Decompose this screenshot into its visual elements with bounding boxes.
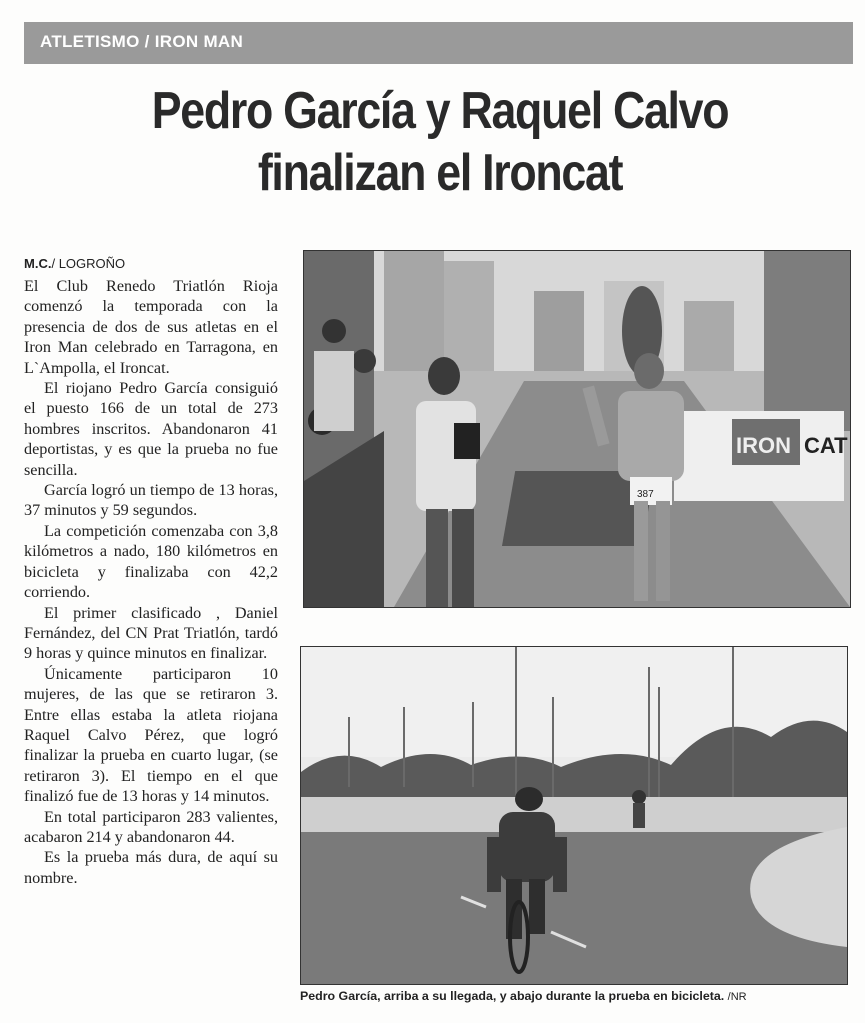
banner-text-right: CAT xyxy=(804,433,848,458)
paragraph: El riojano Pedro García consiguió el puesto 166 de un total de 273 hombres inscritos. Abandonaron 41 deportistas, y es que la prueba no fue sencilla. xyxy=(24,379,278,479)
runner-bib-number: 387 xyxy=(637,489,654,500)
paragraph: Únicamente participaron 10 mujeres, de las que se retiraron 3. Entre ellas estaba la atleta riojana Raquel Calvo Pérez, que logró finalizar la prueba en cuarto lugar, (se retiraron 3). El tiempo en el que finalizó fue de 13 horas y 14 minutos. xyxy=(24,664,278,806)
paragraph: En total participaron 283 valientes, acabaron 214 y abandonaron 44. xyxy=(24,807,278,846)
photo-finish-line xyxy=(303,250,851,608)
paragraph: Es la prueba más dura, de aquí su nombre. xyxy=(24,848,278,887)
byline-separator: / xyxy=(51,256,56,271)
paragraph: La competición comenzaba con 3,8 kilómetros a nado, 180 kilómetros en bicicleta y finalizaba con 42,2 corriendo. xyxy=(24,521,278,602)
byline-place: LOGROÑO xyxy=(58,256,126,271)
photo-cyclist xyxy=(300,646,848,985)
photo-cyclist-illustration xyxy=(301,647,847,984)
caption-credit: /NR xyxy=(727,991,747,1003)
photo-finish-illustration xyxy=(304,251,850,607)
article-body xyxy=(24,276,278,888)
section-label: ATLETISMO / IRON MAN xyxy=(40,32,244,51)
byline xyxy=(24,256,125,271)
section-bar xyxy=(24,22,853,64)
paragraph: García logró un tiempo de 13 horas, 37 minutos y 59 segundos. xyxy=(24,481,278,520)
banner-text-left: IRON xyxy=(736,433,791,458)
paragraph: El Club Renedo Triatlón Rioja comenzó la temporada con la presencia de dos de sus atletas en el Iron Man celebrado en Tarragona, en L`Ampolla, el Ironcat. xyxy=(24,277,278,377)
photo-caption xyxy=(300,989,855,1003)
caption-text: Pedro García, arriba a su llegada, y abajo durante la prueba en bicicleta. xyxy=(300,989,725,1003)
headline-line-2: finalizan el Ironcat xyxy=(257,144,623,202)
paragraph: El primer clasificado , Daniel Fernández, del CN Prat Triatlón, tardó 9 horas y quince minutos en finalizar. xyxy=(24,603,278,663)
headline xyxy=(96,80,784,204)
byline-author: M.C. xyxy=(24,256,52,271)
headline-line-1: Pedro García y Raquel Calvo xyxy=(151,82,729,140)
